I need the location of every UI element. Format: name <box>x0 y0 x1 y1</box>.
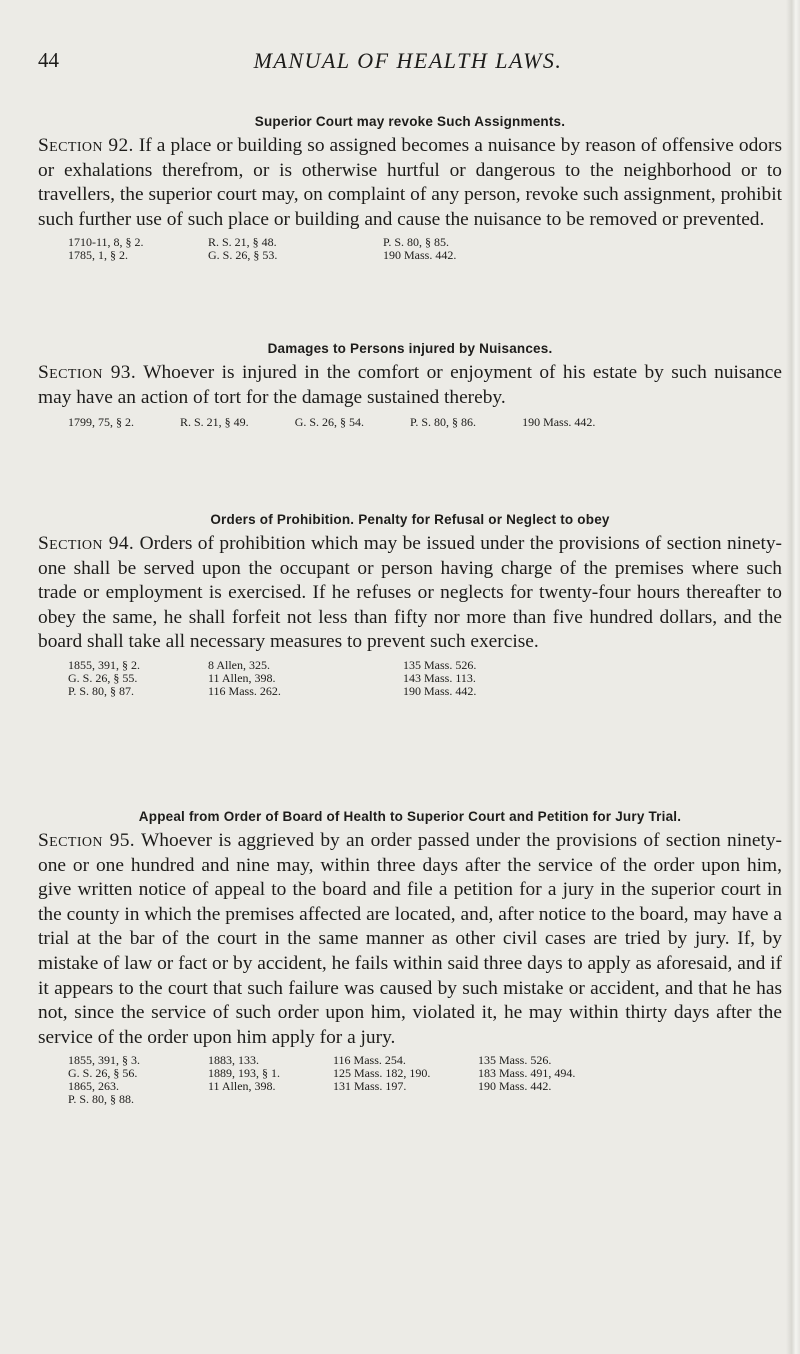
citation-column <box>478 1054 678 1106</box>
citations <box>68 1054 782 1106</box>
citation: 143 Mass. 113. <box>403 670 476 685</box>
citation: 135 Mass. 526. <box>403 657 477 672</box>
citation-column <box>68 236 208 262</box>
citation: 1799, 75, § 2. <box>68 415 134 430</box>
section-body <box>38 361 782 410</box>
citation: 190 Mass. 442. <box>478 1079 552 1094</box>
citation: 190 Mass. 442. <box>383 248 457 263</box>
section-label: Section 94. <box>38 533 135 554</box>
citations <box>68 236 782 262</box>
citation: G. S. 26, § 55. <box>68 670 138 685</box>
citation-column <box>208 1054 333 1106</box>
citation: 1855, 391, § 3. <box>68 1053 140 1068</box>
citation: 183 Mass. 491, 494. <box>478 1066 576 1081</box>
citation: 1865, 263. <box>68 1079 119 1094</box>
citation: P. S. 80, § 85. <box>383 235 450 250</box>
citation: 1785, 1, § 2. <box>68 248 128 263</box>
section-93 <box>38 341 782 430</box>
section-label: Section 93. <box>38 362 137 383</box>
citation: 11 Allen, 398. <box>208 670 276 685</box>
page-header <box>38 48 778 82</box>
citation: 135 Mass. 526. <box>478 1053 552 1068</box>
citation: P. S. 80, § 87. <box>68 683 135 698</box>
section-95 <box>38 809 782 1106</box>
citation: 1855, 391, § 2. <box>68 657 140 672</box>
page-number: 44 <box>38 48 59 72</box>
section-text: Whoever is injured in the comfort or enjoyment of his estate by such nuisance may have an action of tort for the damage sustained thereby. <box>38 362 782 408</box>
citations <box>68 659 782 698</box>
citation: P. S. 80, § 88. <box>68 1092 135 1107</box>
section-92 <box>38 114 782 262</box>
section-heading: Superior Court may revoke Such Assignments. <box>254 114 566 129</box>
section-text: Whoever is aggrieved by an order passed under the provisions of section ninety-one or one hundred and nine may, within three days after the service of the order upon him, give written notice of appeal to the board and file a petition for a jury in the superior court in the county in which the premises affected are located, and, after notice to the board, may have a trial at the bar of the court in the same manner as other civil cases are tried by jury. If, by mistake of law or fact or by accident, he fails within said three days to apply as aforesaid, and if it appears to the court that such failure was caused by such mistake or accident, and that he has not, since the service of such order upon him, violated it, he may within thirty days after the service of the order upon him apply for a jury. <box>38 830 782 1048</box>
citation: G. S. 26, § 54. <box>294 415 365 430</box>
citations <box>68 415 782 430</box>
citation: P. S. 80, § 86. <box>410 415 477 430</box>
citation: 11 Allen, 398. <box>208 1079 276 1094</box>
section-94 <box>38 512 782 698</box>
section-body <box>38 532 782 655</box>
citation-column <box>383 236 583 262</box>
citation-column <box>68 659 208 698</box>
citation-column <box>333 1054 478 1106</box>
section-body <box>38 134 782 232</box>
page-edge <box>786 0 800 1354</box>
citation: G. S. 26, § 53. <box>208 248 278 263</box>
running-title: MANUAL OF HEALTH LAWS. <box>253 48 563 73</box>
section-text: Orders of prohibition which may be issued under the provisions of section ninety-one shall be served upon the occupant or person having charge of the premises where such trade or employment is exercised. If he refuses or neglects for twenty-four hours thereafter to obey the same, he shall forfeit not less than fifty nor more than five hundred dollars, and the board shall take all necessary measures to prevent such exercise. <box>38 533 782 653</box>
citation: 190 Mass. 442. <box>522 415 596 430</box>
citation: 131 Mass. 197. <box>333 1079 407 1094</box>
citation-column <box>208 236 383 262</box>
section-text: If a place or building so assigned becomes a nuisance by reason of offensive odors or exhalations therefrom, or is otherwise hurtful or dangerous to the neighborhood or to travellers, the superior court may, on complaint of any person, revoke such assignment, prohibit such further use of such place or building and cause the nuisance to be removed or prevented. <box>38 135 782 230</box>
citation: R. S. 21, § 49. <box>180 415 249 430</box>
citation: 1889, 193, § 1. <box>208 1066 280 1081</box>
citation-column <box>68 1054 208 1106</box>
citation: 125 Mass. 182, 190. <box>333 1066 431 1081</box>
section-heading: Orders of Prohibition. Penalty for Refusal or Neglect to obey <box>210 512 610 527</box>
citation: 116 Mass. 262. <box>208 683 281 698</box>
section-heading: Damages to Persons injured by Nuisances. <box>267 341 553 356</box>
section-body <box>38 829 782 1050</box>
section-label: Section 92. <box>38 135 134 156</box>
citation: 1883, 133. <box>208 1053 259 1068</box>
citation-column <box>208 659 403 698</box>
citation: 190 Mass. 442. <box>403 683 477 698</box>
citation: 1710-11, 8, § 2. <box>68 235 144 250</box>
citation: 116 Mass. 254. <box>333 1053 406 1068</box>
section-label: Section 95. <box>38 830 136 851</box>
citation: R. S. 21, § 48. <box>208 235 277 250</box>
section-heading: Appeal from Order of Board of Health to Superior Court and Petition for Jury Trial. <box>138 809 682 824</box>
citation-column <box>403 659 603 698</box>
citation: 8 Allen, 325. <box>208 657 270 672</box>
citation: G. S. 26, § 56. <box>68 1066 138 1081</box>
